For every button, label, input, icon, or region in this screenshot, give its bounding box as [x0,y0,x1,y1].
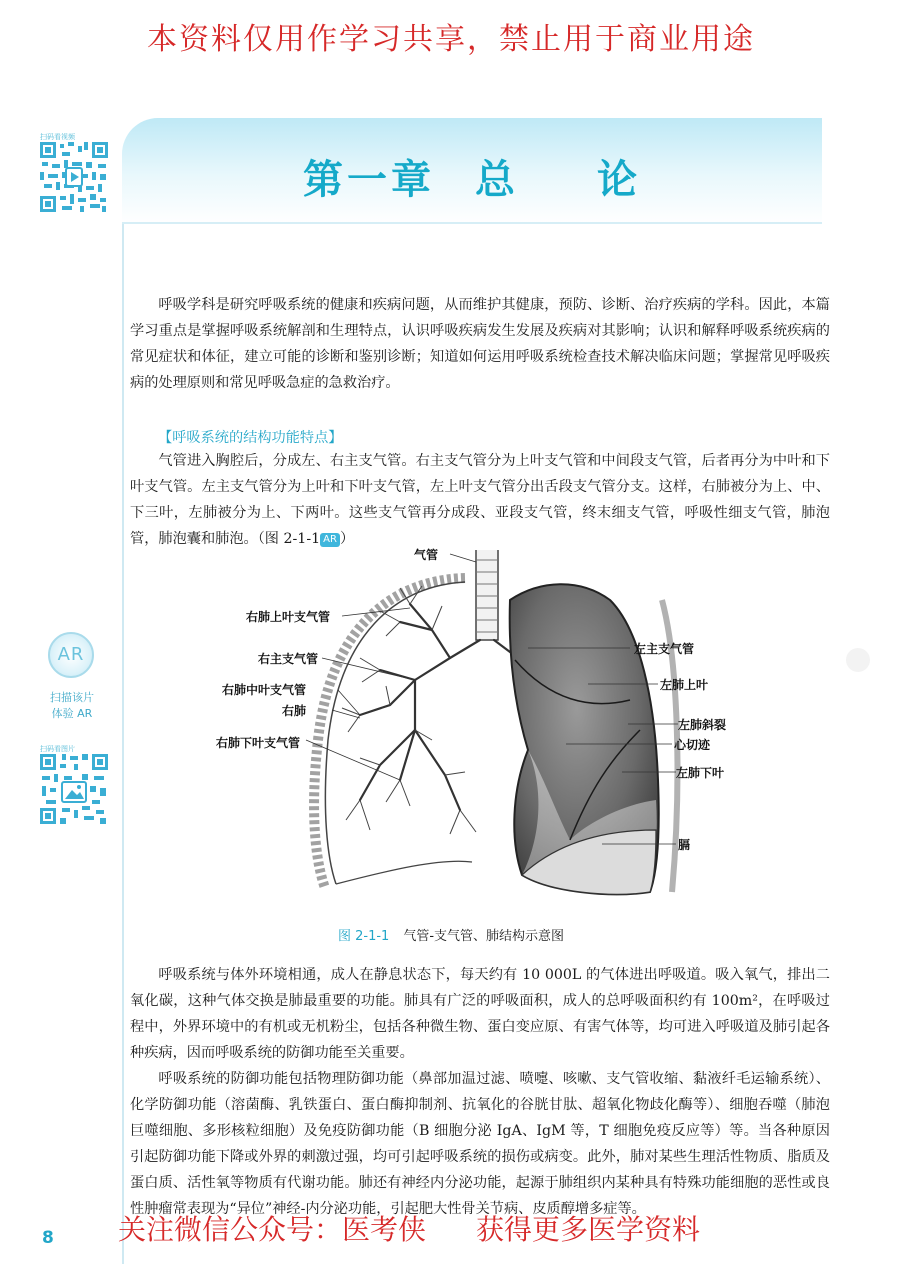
ar-hint-line2: 体验 AR [51,707,93,720]
paragraph-structure [130,448,830,552]
label-right-lung: 右肺 [282,704,307,718]
label-left-lower-lobe: 左肺下叶 [676,766,725,780]
label-cardiac-notch: 心切迹 [674,738,711,752]
bottom-watermark-right: 获得更多医学资料 [476,1213,701,1246]
lung-illustration [210,540,710,920]
qr-code-image-icon[interactable] [38,752,110,826]
paragraph-gas-exchange: 呼吸系统与体外环境相通，成人在静息状态下，每天约有 10 000L 的气体进出呼吸道。吸入氧气，排出二氧化碳，这种气体交换是肺最重要的功能。肺具有广泛的呼吸面积，成人的总呼吸面积约有 100m²，在呼吸过程中，外界环境中的有机或无机粉尘，包括各种微生物、蛋白变应原、有害气体等，均可进入呼吸道及肺引起各种疾病，因而呼吸系统的防御功能至关重要。 [130,967,830,1061]
paragraph-structure-text: 气管进入胸腔后，分成左、右主支气管。右主支气管分为上叶支气管和中间段支气管，后者再分为中叶和下叶支气管。左主支气管分为上叶和下叶支气管，左上叶支气管分出舌段支气管分支。这样，右肺被分为上、中、下三叶，左肺被分为上、下两叶。这些支气管再分成段、亚段支气管，终末细支气管，呼吸性细支气管，肺泡管，肺泡囊和肺泡。（图 2-1-1 [130,453,830,547]
section-heading: 【呼吸系统的结构功能特点】 [158,430,343,446]
intro-paragraph: 呼吸学科是研究呼吸系统的健康和疾病问题，从而维护其健康，预防、诊断、治疗疾病的学科。因此，本篇学习重点是掌握呼吸系统解剖和生理特点，认识呼吸疾病发生发展及疾病对其影响；认识和解释呼吸系统疾病的常见症状和体征，建立可能的诊断和鉴别诊断；知道如何运用呼吸系统检查技术解决临床问题；掌握常见呼吸疾病的处理原则和常见呼吸急症的急救治疗。 [130,297,830,391]
side-divider [122,224,124,1264]
qr-bottom-label: 扫码看图片 [40,745,75,753]
chapter-title [122,148,822,205]
paragraph-defense: 呼吸系统的防御功能包括物理防御功能（鼻部加温过滤、喷嚏、咳嗽、支气管收缩、黏液纤毛运输系统）、化学防御功能（溶菌酶、乳铁蛋白、蛋白酶抑制剂、抗氧化的谷胱甘肽、超氧化物歧化酶等）、细胞吞噬（肺泡巨噬细胞、多形核粒细胞）及免疫防御功能（B 细胞分泌 IgA、IgM 等，T 细胞免疫反应等）等。当各种原因引起防御功能下降或外界的刺激过强，均可引起呼吸系统的损伤或病变。此外，肺对某些生理活性物质、脂质及蛋白质、活性氧等物质有代谢功能。肺还有神经内分泌功能，起源于肺组织内某种具有特殊功能细胞的恶性或良性肿瘤常表现为“异位”神经-内分泌功能，引起肥大性骨关节病、皮质醇增多症等。 [130,1071,830,1217]
label-right-middle-bronchus: 右肺中叶支气管 [222,683,307,697]
figure-caption [0,925,902,944]
label-left-oblique-fissure: 左肺斜裂 [678,718,727,732]
label-right-lower-bronchus: 右肺下叶支气管 [216,736,301,750]
ar-hint [40,690,104,722]
page-number: 8 [42,1228,54,1248]
label-right-main-bronchus: 右主支气管 [258,652,319,666]
edge-mark [846,648,870,672]
bottom-watermark [118,1208,700,1248]
label-left-upper-lobe: 左肺上叶 [660,678,709,692]
chapter-title-part2: 总 [475,157,519,203]
qr-top-label: 扫码看视频 [40,133,75,141]
chapter-title-part1: 第一章 [303,157,435,203]
top-watermark: 本资料仅用作学习共享，禁止用于商业用途 [147,22,755,57]
lung-anatomy-figure [210,540,727,920]
figure-caption-text: 气管-支气管、肺结构示意图 [403,929,565,944]
qr-code-video-icon[interactable] [38,140,110,214]
label-left-main-bronchus: 左主支气管 [634,642,695,656]
label-right-upper-bronchus: 右肺上叶支气管 [246,610,331,624]
ar-badge-icon[interactable]: AR [320,533,340,547]
bottom-watermark-left: 关注微信公众号：医考侠 [118,1213,427,1246]
chapter-title-part3: 论 [597,157,641,203]
label-trachea: 气管 [414,548,439,562]
paragraph-structure-end: ） [339,531,355,547]
figure-caption-number: 图 2-1-1 [337,929,390,944]
ar-icon[interactable]: AR [48,632,94,678]
ar-hint-line1: 扫描该片 [50,691,94,704]
label-diaphragm: 膈 [678,838,691,852]
